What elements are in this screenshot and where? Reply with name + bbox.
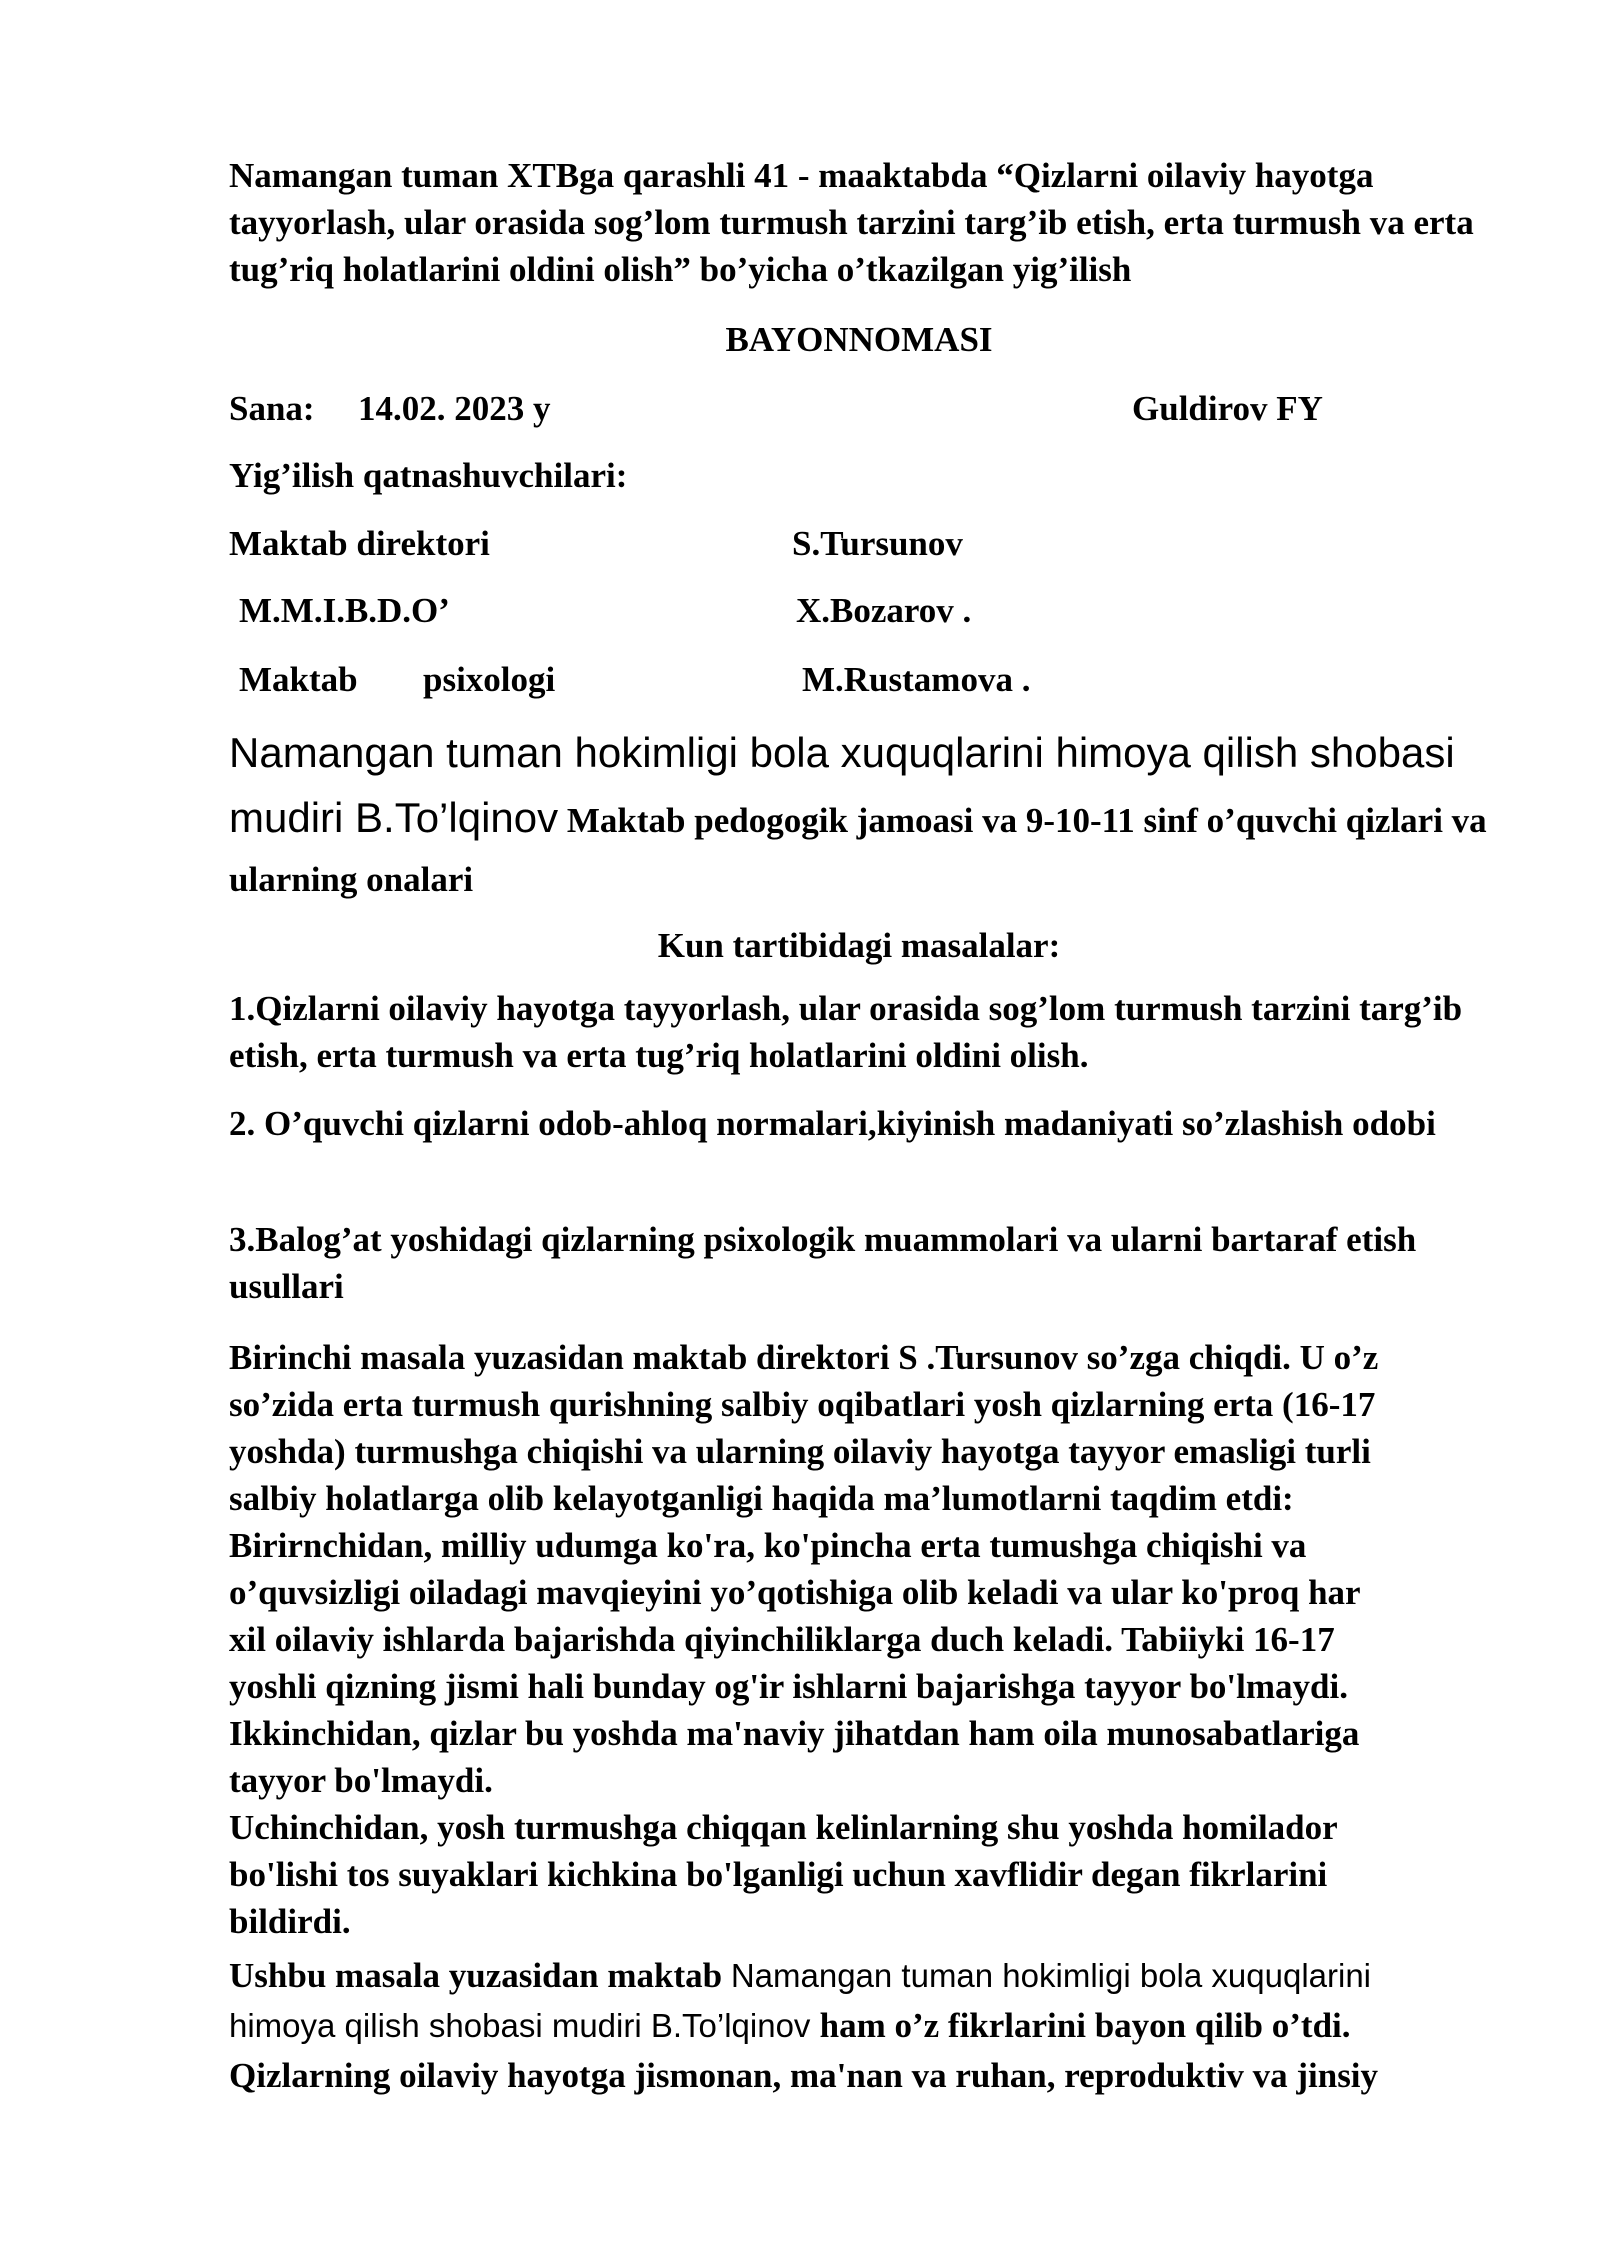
attendees-text: Maktab pedogogik jamoasi va 9-10-11 sinf o’quvchi qizlari va ularning onalari (229, 801, 1487, 899)
attendees-paragraph (229, 726, 1494, 915)
final-official: Namangan tuman hokimligi bola xuquqlarini (730, 1957, 1372, 1994)
hokimlik-official: Namangan tuman hokimligi bola xuquqlarini himoya qilish shobasi mudiri B.To’lqinov (229, 729, 1455, 841)
discussion-paragraph (229, 1334, 1529, 1945)
body-line: yoshli qizning jismi hali bunday og'ir ishlarni bajarishga tayyor bo'lmaydi. (229, 1667, 1348, 1706)
participant-name: S.Tursunov (792, 524, 963, 563)
final-text: Ushbu masala yuzasidan maktab (229, 1956, 731, 1995)
agenda-item: 2. O’quvchi qizlarni odob-ahloq normalari,kiyinish madaniyati so’zlashish odobi (229, 1104, 1436, 1143)
final-paragraph (229, 1952, 1529, 2099)
participants-label: Yig’ilish qatnashuvchilari: (229, 456, 628, 495)
final-text: Qizlarning oilaviy hayotga jismonan, ma'nan va ruhan, reproduktiv va jinsiy (229, 2056, 1379, 2095)
document-title: BAYONNOMASI (725, 320, 993, 359)
final-official: himoya qilish shobasi mudiri B.To’lqinov (229, 2007, 820, 2044)
agenda-item: 3.Balog’at yoshidagi qizlarning psixologik muammolari va ularni bartaraf etish usullari (229, 1220, 1417, 1306)
body-line: salbiy holatlarga olib kelayotganligi haqida ma’lumotlarni taqdim etdi: (229, 1479, 1294, 1518)
participant-role: Maktab (239, 660, 358, 699)
final-text: ham o’z fikrlarini bayon qilib o’tdi. (819, 2006, 1351, 2045)
participant-role-suffix: psixologi (423, 660, 556, 699)
body-line: bo'lishi tos suyaklari kichkina bo'lganligi uchun xavflidir degan fikrlarini (229, 1855, 1328, 1894)
participant-name: X.Bozarov . (796, 591, 972, 630)
agenda-item: 1.Qizlarni oilaviy hayotga tayyorlash, ular orasida sog’lom turmush tarzini targ’ib etish, erta turmush va erta tug’riq holatlarini oldini olish. (229, 989, 1463, 1075)
body-line: tayyor bo'lmaydi. (229, 1761, 493, 1800)
date-value: 14.02. 2023 y (358, 389, 551, 428)
author-name: Guldirov FY (1132, 389, 1323, 428)
body-line: xil oilaviy ishlarda bajarishda qiyinchiliklarga duch keladi. Tabiiyki 16-17 (229, 1620, 1335, 1659)
meeting-heading: Namangan tuman XTBga qarashli 41 - maaktabda “Qizlarni oilaviy hayotga tayyorlash, ular orasida sog’lom turmush tarzini targ’ib etish, erta turmush va erta tug’riq holatlarini oldini olish” bo’yicha o’tkazilgan yig’ilish (229, 156, 1474, 289)
body-line: so’zida erta turmush qurishning salbiy oqibatlari yosh qizlarning erta (16-17 (229, 1385, 1376, 1424)
body-line: o’quvsizligi oiladagi mavqieyini yo’qotishiga olib keladi va ular ko'proq har (229, 1573, 1361, 1612)
body-line: Birinchi masala yuzasidan maktab direktori S .Tursunov so’zga chiqdi. U o’z (229, 1338, 1379, 1377)
body-line: bildirdi. (229, 1902, 351, 1941)
participant-name: M.Rustamova . (802, 660, 1031, 699)
agenda-title: Kun tartibidagi masalalar: (657, 926, 1061, 965)
participant-role: M.M.I.B.D.O’ (239, 591, 450, 630)
body-line: Uchinchidan, yosh turmushga chiqqan kelinlarning shu yoshda homilador (229, 1808, 1338, 1847)
body-line: Birirnchidan, milliy udumga ko'ra, ko'pincha erta tumushga chiqishi va (229, 1526, 1307, 1565)
body-line: Ikkinchidan, qizlar bu yoshda ma'naviy jihatdan ham oila munosabatlariga (229, 1714, 1360, 1753)
participant-role: Maktab direktori (229, 524, 490, 563)
body-line: yoshda) turmushga chiqishi va ularning oilaviy hayotga tayyor emasligi turli (229, 1432, 1371, 1471)
date-label: Sana: (229, 389, 315, 428)
